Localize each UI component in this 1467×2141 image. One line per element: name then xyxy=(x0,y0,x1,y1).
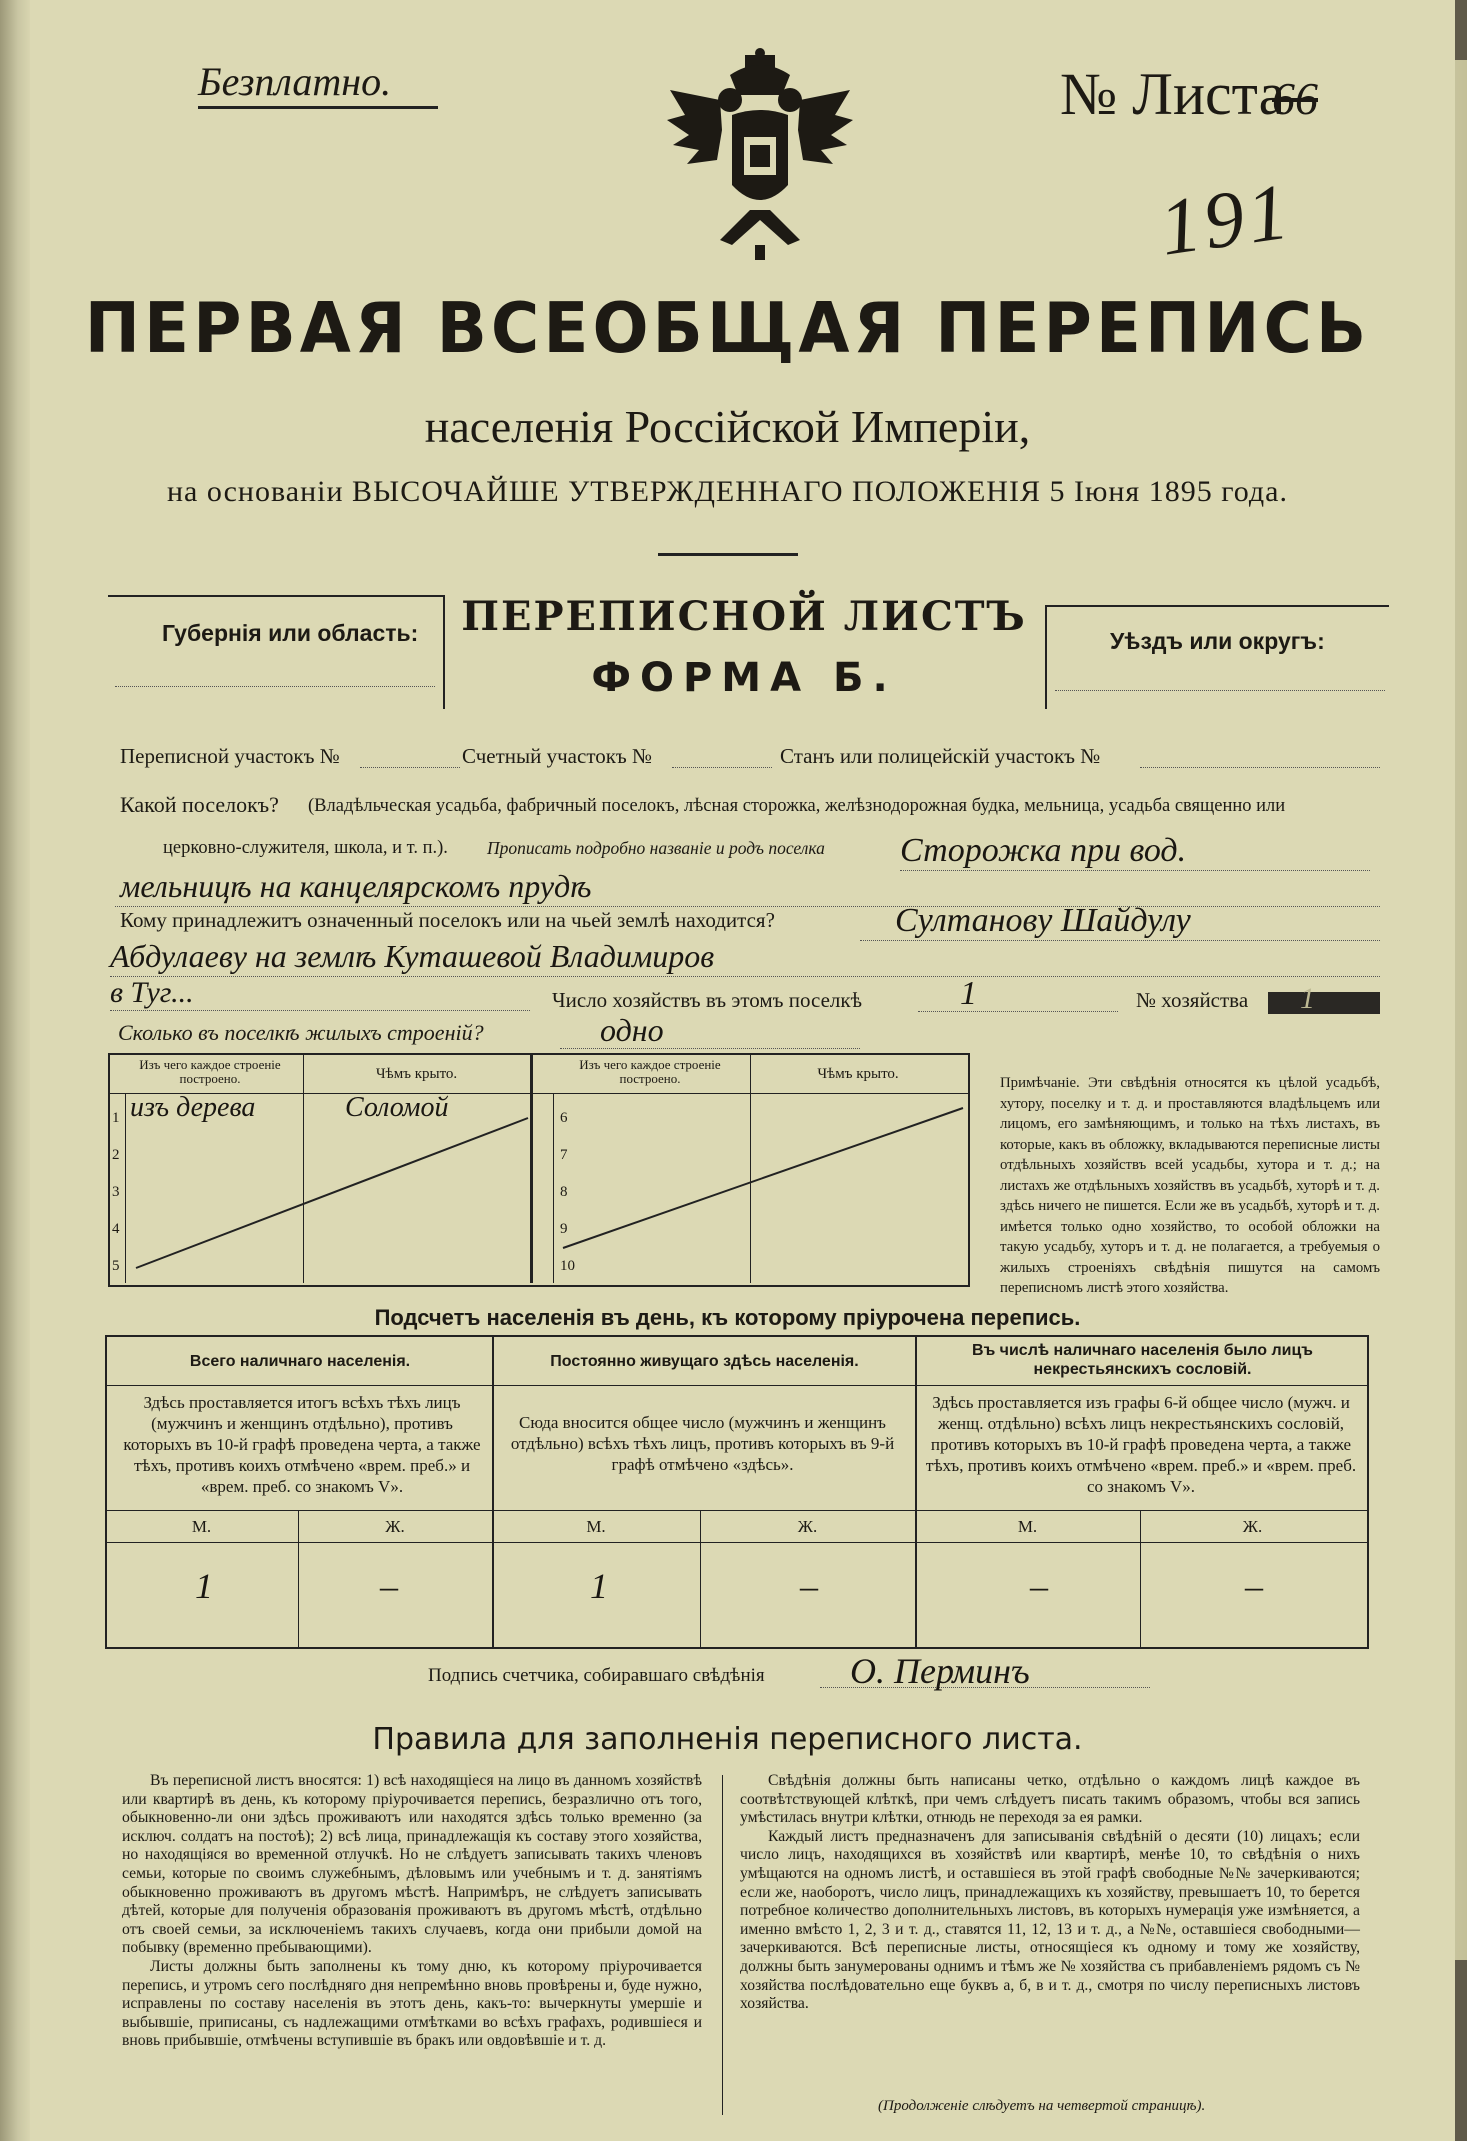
count-header-rule xyxy=(105,1385,1367,1386)
sheet-number-handwritten: 191 xyxy=(1154,167,1298,273)
households-handwritten: 1 xyxy=(960,975,977,1012)
rules-right-paragraph-2: Каждый листъ предназначенъ для записыванія свѣдѣній о десяти (10) лицахъ; если число лицъ, находящихся въ хозяйствѣ или квартирѣ, менѣе 10, то свѣдѣнія о нихъ умѣщаются на одномъ листѣ, и оставшіеся въ этой графѣ свободные №№ зачеркиваются; если же, наоборотъ, число лицъ, принадлежащихъ къ хозяйству, превышаетъ 10, то берется потребное количество дополнительныхъ листовъ, въ которыхъ нумерація уже измѣняется, а именно вмѣсто 1, 2, 3 и т. д., ставятся 11, 12, 13 и т. д., а №№, оставшіеся свободными—зачеркиваются. Всѣ переписные листы, относящіеся къ одному и тому же хозяйству, должны быть занумерованы однимъ и тѣмъ же № хозяйства съ прибавленіемъ рядомъ съ № хозяйства послѣдовательно еще буквъ а, б, в и т. д., смотря по числу переписныхъ листовъ хозяйства. xyxy=(740,1827,1360,2013)
imperial-eagle-emblem-icon xyxy=(660,45,860,265)
settlement-question: Какой поселокъ? xyxy=(120,792,279,817)
rules-left-column xyxy=(122,1772,702,2051)
row1-material-handwritten: изъ дерева xyxy=(130,1092,256,1123)
province-label: Губернія или область: xyxy=(162,620,419,646)
camp-section-field[interactable] xyxy=(1140,767,1380,768)
count-mz-rule-bottom xyxy=(105,1542,1367,1543)
count-value-zh2: – xyxy=(800,1566,818,1606)
census-section-label: Переписной участокъ № xyxy=(120,744,340,768)
form-title: ПЕРЕПИСНОЙ ЛИСТЪ xyxy=(461,593,1027,640)
census-section-field[interactable] xyxy=(360,767,460,768)
zh-label-2: Ж. xyxy=(797,1517,818,1536)
count-col1-header: Всего наличнаго населенія. xyxy=(189,1353,411,1370)
settlement-handwritten-1: Сторожка при вод. xyxy=(900,832,1187,869)
row-num: 8 xyxy=(560,1184,568,1200)
owner-field-2[interactable] xyxy=(110,976,1380,977)
district-label: Уѣздъ или округъ: xyxy=(1110,628,1325,654)
households-field[interactable] xyxy=(918,1011,1118,1012)
household-no-label: № хозяйства xyxy=(1136,988,1249,1012)
count-col3-text: Здѣсь проставляется изъ графы 6-й общее число (мужч. и женщ. отдѣльно) всѣхъ лицъ некрестьянскихъ сословій, противъ которыхъ въ 10-й графѣ проведена черта, а также тѣхъ, противъ коихъ отмѣчено «врем. преб.» и «врем. преб. со знакомъ V». xyxy=(925,1393,1357,1496)
m-label-2: М. xyxy=(586,1517,606,1536)
count-mz-rule-top xyxy=(105,1510,1367,1511)
settlement-field-1[interactable] xyxy=(900,870,1370,871)
settlement-handwritten-2: мельницѣ на канцелярскомъ прудѣ xyxy=(120,868,592,904)
row-num: 4 xyxy=(112,1221,120,1237)
count-col2-text: Сюда вносится общее число (мужчинъ и женщинъ отдѣльно) всѣхъ тѣхъ лицъ, противъ которыхъ въ 9-й графѣ отмѣчено «здѣсь». xyxy=(510,1413,895,1474)
settlement-hint: (Владѣльческая усадьба, фабричный поселокъ, лѣсная сторожка, желѣзнодорожная будка, мельница, усадьба священно или xyxy=(308,796,1286,816)
count-col2-header: Постоянно живущаго здѣсь населенія. xyxy=(550,1353,859,1370)
owner-question: Кому принадлежитъ означенный поселокъ или на чьей землѣ находится? xyxy=(120,908,775,932)
signature-handwritten: О. Перминъ xyxy=(850,1651,1030,1691)
rules-left-paragraph-1: Въ переписной листъ вносятся: 1) всѣ находящіеся на лицо въ данномъ хозяйствѣ или квартирѣ въ день, къ которому пріурочивается перепись, безразлично отъ того, обыкновенно-ли они здѣсь проживаютъ или находятся здѣсь только временно (за исключ. солдатъ на постоѣ); 2) всѣ лица, принадлежащія къ составу этого хозяйства, но находящіяся во временной отлучкѣ. Но не слѣдуетъ записывать такихъ членовъ семьи, которые по своимъ служебнымъ, дѣловымъ или учебнымъ и т. д. занятіямъ обыкновенно проживаютъ въ другомъ мѣстѣ. Напримѣръ, не слѣдуетъ записывать дѣтей, которые для полученія образованія проживаютъ въ другомъ мѣстѣ, отдѣльно отъ своей семьи, за исключеніемъ такихъ случаевъ, когда они прибыли домой на побывку (временно пребывающими). xyxy=(122,1772,702,1957)
m-label-1: М. xyxy=(191,1517,212,1536)
m-label-3: М. xyxy=(1017,1517,1038,1536)
count-value-zh3: – xyxy=(1245,1566,1263,1606)
owner-handwritten-1: Султанову Шайдулу xyxy=(895,902,1191,939)
rules-right-paragraph-1: Свѣдѣнія должны быть написаны четко, отдѣльно о каждомъ лицѣ каждое въ соотвѣтствующей клѣткѣ, при чемъ слѣдуетъ писать такимъ образомъ, чтобы вся запись умѣстилась внутри клѣтки, отнюдь не переходя за ея рамки. xyxy=(740,1772,1360,1827)
col-roof-left: Чѣмъ крыто. xyxy=(375,1066,458,1082)
owner-field-3[interactable] xyxy=(110,1010,530,1011)
buildings-field[interactable] xyxy=(560,1048,860,1049)
camp-section-label: Станъ или полицейскій участокъ № xyxy=(780,744,1101,768)
rules-column-rule xyxy=(722,1775,723,2115)
count-col-rule-2 xyxy=(915,1335,917,1647)
owner-field-1[interactable] xyxy=(860,940,1380,941)
legal-basis: на основаніи ВЫСОЧАЙШЕ УТВЕРЖДЕННАГО ПОЛОЖЕНІЯ 5 Іюня 1895 года. xyxy=(167,475,1288,508)
col-material-right: Изъ чего каждое строеніе построено. xyxy=(579,1057,721,1086)
row-num: 2 xyxy=(112,1147,120,1163)
strikeout-lines xyxy=(108,1053,968,1283)
row-num: 9 xyxy=(560,1221,568,1237)
province-field[interactable] xyxy=(115,686,435,687)
province-box xyxy=(108,595,445,709)
row-num: 5 xyxy=(112,1258,120,1274)
col-roof-right: Чѣмъ крыто. xyxy=(817,1066,899,1082)
sheet-number-label: № Листа xyxy=(1060,61,1286,127)
note-text: Примѣчаніе. Эти свѣдѣнія относятся къ цѣлой усадьбѣ, хутору, поселку и т. д. и проставляются владѣльцемъ или лицомъ, его замѣняющимъ, и только на тѣхъ листахъ, въ которые, какъ въ обложку, вкладываются переписные листы отдѣльныхъ хозяйствъ всей усадьбы, хутора и т. д.; на листахъ же отдѣльныхъ хозяйствъ въ усадьбѣ, хуторѣ и т. д. здѣсь ничего не пишется. Если же въ усадьбѣ, хуторѣ и т. д. имѣется только одно хозяйство, то особой обложки на такую усадьбу, хуторъ и т. д. не полагается, а требуемыя о жилыхъ строеніяхъ свѣдѣнія пишутся на самомъ переписномъ листѣ этого хозяйства. xyxy=(1000,1075,1380,1296)
free-label: Безплатно. xyxy=(198,59,392,104)
row-num: 6 xyxy=(560,1110,568,1126)
settlement-instruction: Прописать подробно названіе и родъ поселка xyxy=(487,838,825,858)
rules-right-column xyxy=(740,1772,1360,2014)
owner-handwritten-2: Абдулаеву на землѣ Куташевой Владимиров xyxy=(110,938,715,974)
count-section-label: Счетный участокъ № xyxy=(462,744,653,768)
count-title: Подсчетъ населенія въ день, къ которому пріурочена перепись. xyxy=(374,1305,1081,1330)
row-num: 10 xyxy=(560,1258,575,1274)
row-num: 3 xyxy=(112,1184,120,1200)
households-label: Число хозяйствъ въ этомъ поселкѣ xyxy=(552,988,862,1012)
zh-label-3: Ж. xyxy=(1242,1517,1263,1536)
free-underline xyxy=(198,106,438,109)
count-col-rule-1 xyxy=(492,1335,494,1647)
rules-left-paragraph-2: Листы должны быть заполнены къ тому дню, къ которому пріурочивается перепись, и утромъ сего послѣдняго дня непремѣнно вновь провѣрены и, буде нужно, исправлены по составу населенія въ этотъ день, какъ-то: вычеркнуты умершіе и выбывшіе, приписаны, съ надлежащими отмѣтками во всѣхъ графахъ, родившіеся и вновь прибывшіе, отмѣчены вступившіе въ бракъ или овдовѣвшіе и т. д. xyxy=(122,1957,702,2050)
continued-note: (Продолженіе слѣдуетъ на четвертой страницѣ). xyxy=(878,2098,1206,2114)
count-value-m1: 1 xyxy=(195,1566,213,1606)
separator xyxy=(658,553,798,556)
form-name: ФОРМА Б. xyxy=(591,655,897,701)
buildings-handwritten: одно xyxy=(600,1012,664,1048)
count-value-m3: – xyxy=(1030,1566,1048,1606)
row-num: 7 xyxy=(560,1147,568,1163)
settlement-hint-2: церковно-служителя, школа, и т. п.). xyxy=(163,838,448,858)
owner-handwritten-3: в Туг... xyxy=(110,976,194,1009)
main-title: ПЕРВАЯ ВСЕОБЩАЯ ПЕРЕПИСЬ xyxy=(84,288,1371,369)
household-no-redaction xyxy=(1268,992,1380,1014)
row-num: 1 xyxy=(112,1110,120,1126)
rules-title: Правила для заполненія переписного листа. xyxy=(372,1722,1083,1757)
signature-label: Подпись счетчика, собиравшаго свѣдѣнія xyxy=(428,1665,765,1686)
count-section-field[interactable] xyxy=(672,767,772,768)
sheet-number-crossed: 66 xyxy=(1272,73,1318,124)
count-col3-header: Въ числѣ наличнаго населенія было лицъ некрестьянскихъ сословій. xyxy=(972,1342,1313,1378)
buildings-question: Сколько въ поселкѣ жилыхъ строеній? xyxy=(118,1020,484,1045)
count-value-zh1: – xyxy=(380,1566,398,1606)
col-material-left: Изъ чего каждое строеніе построено. xyxy=(139,1057,281,1086)
household-no-handwritten: 1 xyxy=(1300,982,1315,1015)
district-field[interactable] xyxy=(1055,690,1385,691)
district-box xyxy=(1045,605,1389,709)
row1-roof-handwritten: Соломой xyxy=(345,1092,449,1123)
count-col1-text: Здѣсь проставляется итогъ всѣхъ тѣхъ лицъ (мужчинъ и женщинъ отдѣльно), противъ которыхъ въ 10-й графѣ проведена черта, а также тѣхъ, противъ коихъ отмѣчено «врем. преб.» и «врем. преб. со знакомъ V». xyxy=(123,1393,481,1496)
count-value-m2: 1 xyxy=(590,1566,608,1606)
subtitle: населенія Россійской Имперіи, xyxy=(424,401,1031,452)
zh-label-1: Ж. xyxy=(385,1517,405,1536)
